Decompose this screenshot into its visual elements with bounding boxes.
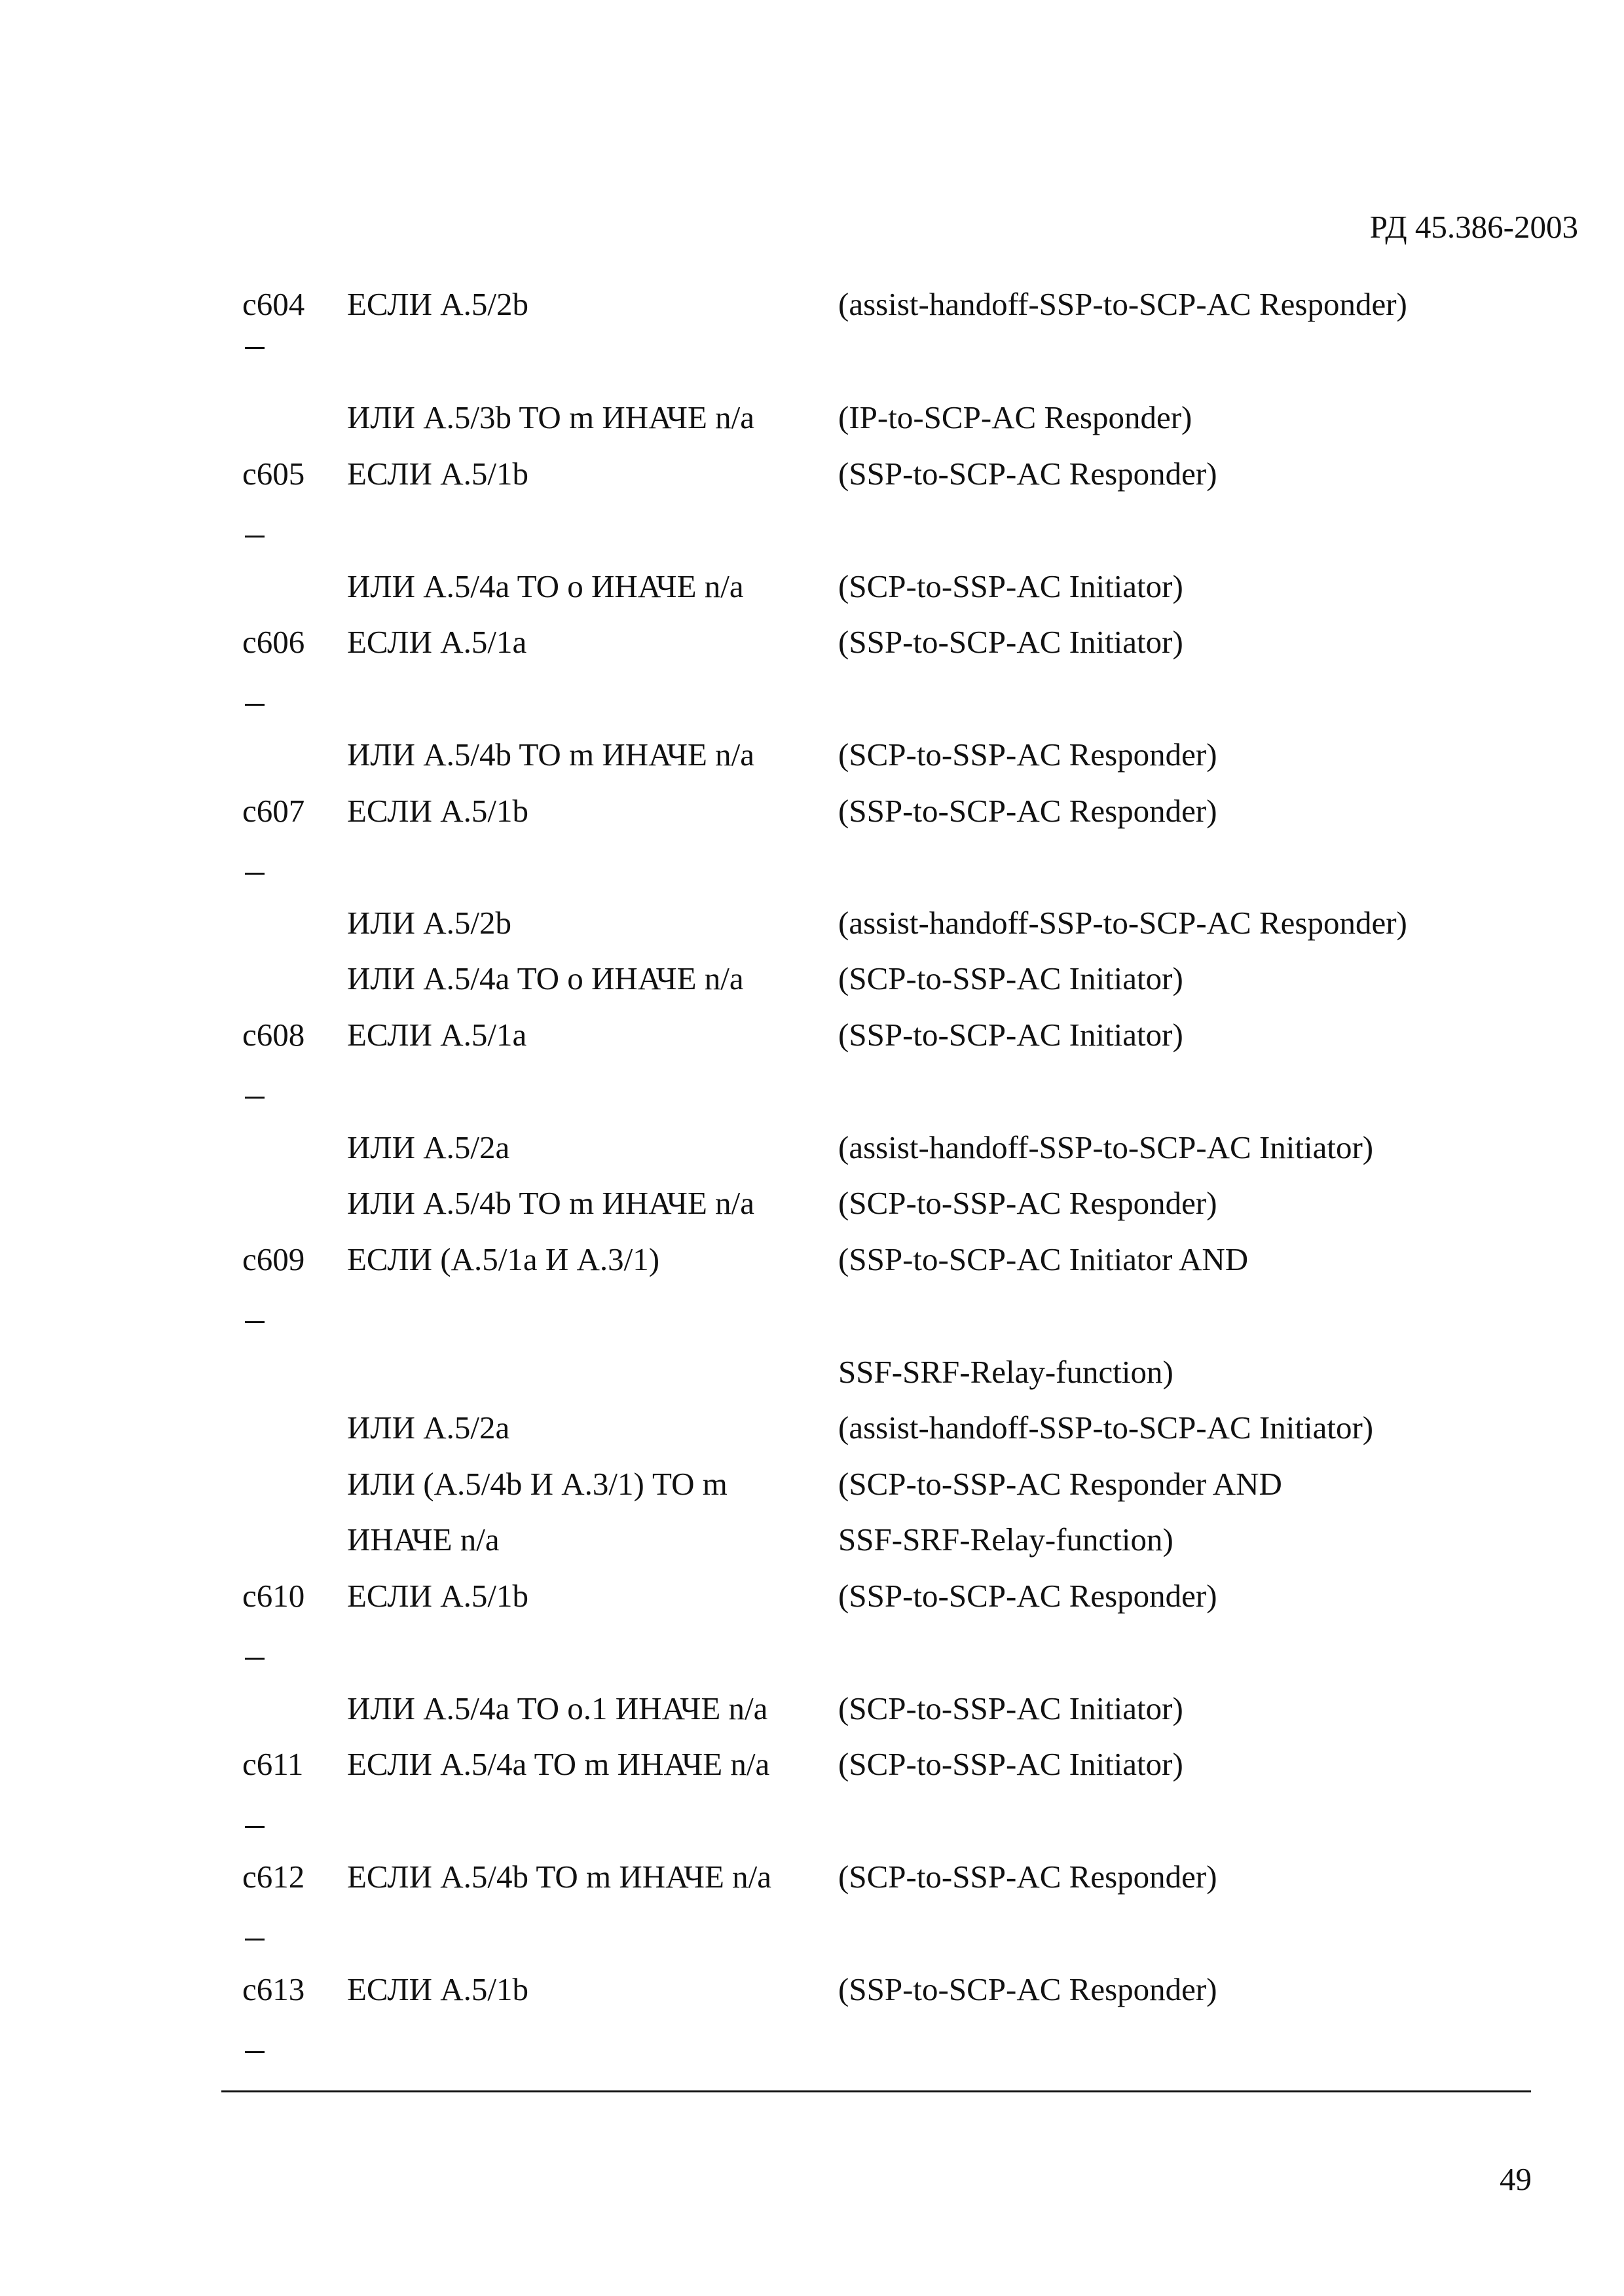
condition-code: c609	[242, 1241, 305, 1277]
condition-text: ЕСЛИ A.5/1b	[347, 456, 529, 492]
separator-dash	[245, 1826, 265, 1828]
role-text: (SSP-to-SCP-AC Initiator)	[838, 1017, 1183, 1053]
condition-text: ИЛИ A.5/4a TO o.1 ИНАЧЕ n/a	[347, 1690, 768, 1726]
condition-code: c606	[242, 624, 305, 660]
condition-text: ЕСЛИ A.5/1a	[347, 624, 527, 660]
separator-dash	[245, 1939, 265, 1941]
condition-text: ИЛИ (A.5/4b И A.3/1) TO m	[347, 1466, 728, 1502]
condition-text: ИЛИ A.5/3b TO m ИНАЧЕ n/a	[347, 399, 755, 435]
condition-text: ИНАЧЕ n/a	[347, 1522, 500, 1558]
condition-code: c608	[242, 1017, 305, 1053]
condition-text: ИЛИ A.5/2a	[347, 1129, 510, 1165]
role-text: (assist-handoff-SSP-to-SCP-AC Responder)	[838, 286, 1407, 322]
role-text: (SSP-to-SCP-AC Responder)	[838, 793, 1217, 829]
role-text: (SCP-to-SSP-AC Initiator)	[838, 1690, 1183, 1726]
condition-code: c605	[242, 456, 305, 492]
separator-dash	[245, 873, 265, 875]
condition-text: ЕСЛИ A.5/4b TO m ИНАЧЕ n/a	[347, 1859, 772, 1895]
condition-text: ИЛИ A.5/4b TO m ИНАЧЕ n/a	[347, 737, 755, 773]
role-text: (SSP-to-SCP-AC Initiator AND	[838, 1241, 1249, 1277]
condition-text: ЕСЛИ A.5/1b	[347, 793, 529, 829]
condition-text: ЕСЛИ A.5/1a	[347, 1017, 527, 1053]
condition-text: ЕСЛИ A.5/1b	[347, 1971, 529, 2007]
condition-text: ИЛИ A.5/2a	[347, 1410, 510, 1446]
separator-dash	[245, 2051, 265, 2053]
separator-dash	[245, 347, 265, 349]
condition-code: c604	[242, 286, 305, 322]
role-text: (SSP-to-SCP-AC Responder)	[838, 1578, 1217, 1614]
role-text: (assist-handoff-SSP-to-SCP-AC Responder)	[838, 905, 1407, 941]
condition-code: c607	[242, 793, 305, 829]
condition-text: ЕСЛИ A.5/2b	[347, 286, 529, 322]
separator-dash	[245, 536, 265, 538]
role-text: (SSP-to-SCP-AC Responder)	[838, 1971, 1217, 2007]
condition-code: c612	[242, 1859, 305, 1895]
role-text: (SSP-to-SCP-AC Initiator)	[838, 624, 1183, 660]
role-text: (SCP-to-SSP-AC Responder AND	[838, 1466, 1282, 1502]
document-id: РД 45.386-2003	[1369, 209, 1578, 245]
condition-code: c611	[242, 1746, 304, 1782]
condition-code: c610	[242, 1578, 305, 1614]
separator-dash	[245, 1658, 265, 1660]
role-text: (SSP-to-SCP-AC Responder)	[838, 456, 1217, 492]
role-text: SSF-SRF-Relay-function)	[838, 1354, 1173, 1390]
condition-text: ИЛИ A.5/4b TO m ИНАЧЕ n/a	[347, 1185, 755, 1221]
condition-code: c613	[242, 1971, 305, 2007]
separator-dash	[245, 1097, 265, 1099]
footer-rule	[221, 2090, 1531, 2092]
role-text: (SCP-to-SSP-AC Responder)	[838, 1185, 1217, 1221]
role-text: (IP-to-SCP-AC Responder)	[838, 399, 1192, 435]
role-text: (SCP-to-SSP-AC Responder)	[838, 737, 1217, 773]
separator-dash	[245, 1321, 265, 1323]
separator-dash	[245, 704, 265, 706]
condition-text: ИЛИ A.5/2b	[347, 905, 512, 941]
condition-text: ИЛИ A.5/4a TO o ИНАЧЕ n/a	[347, 568, 744, 604]
condition-text: ЕСЛИ A.5/4a TO m ИНАЧЕ n/a	[347, 1746, 770, 1782]
role-text: (assist-handoff-SSP-to-SCP-AC Initiator)	[838, 1410, 1374, 1446]
role-text: (SCP-to-SSP-AC Initiator)	[838, 960, 1183, 996]
role-text: (SCP-to-SSP-AC Initiator)	[838, 1746, 1183, 1782]
condition-text: ИЛИ A.5/4a TO o ИНАЧЕ n/a	[347, 960, 744, 996]
page-number: 49	[1500, 2161, 1532, 2197]
role-text: SSF-SRF-Relay-function)	[838, 1522, 1173, 1558]
condition-text: ЕСЛИ (A.5/1a И A.3/1)	[347, 1241, 660, 1277]
role-text: (assist-handoff-SSP-to-SCP-AC Initiator)	[838, 1129, 1374, 1165]
role-text: (SCP-to-SSP-AC Responder)	[838, 1859, 1217, 1895]
condition-text: ЕСЛИ A.5/1b	[347, 1578, 529, 1614]
role-text: (SCP-to-SSP-AC Initiator)	[838, 568, 1183, 604]
